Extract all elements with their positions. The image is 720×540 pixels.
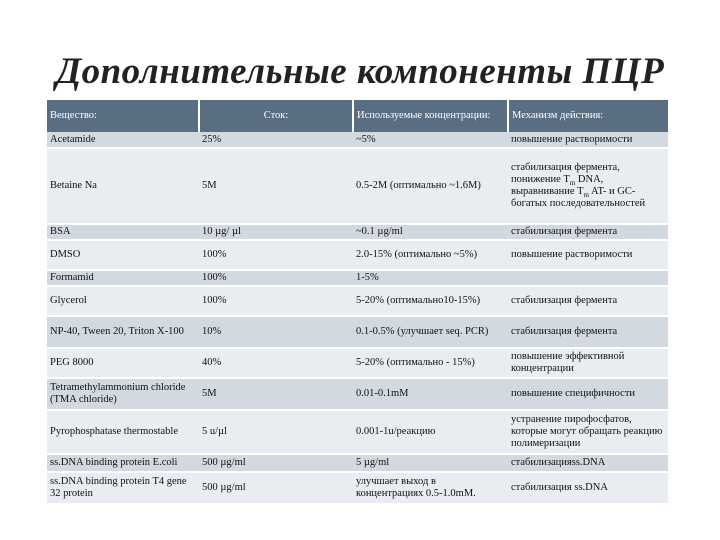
cell-conc: 5-20% (оптимально - 15%) <box>353 348 508 378</box>
cell-substance: Betaine Na <box>47 148 199 224</box>
cell-mechanism: повышение растворимости <box>508 240 668 270</box>
table-row <box>47 286 668 316</box>
cell-stock: 100% <box>199 240 353 270</box>
cell-substance: Tetramethylammonium chloride (TMA chloride) <box>47 378 199 410</box>
cell-mechanism: повышение растворимости <box>508 132 668 148</box>
cell-substance: Pyrophosphatase thermostable <box>47 410 199 454</box>
cell-conc: 0.1-0.5% (улучшает seq. PCR) <box>353 316 508 348</box>
cell-conc: 0.01-0.1mM <box>353 378 508 410</box>
table-row <box>47 224 668 240</box>
cell-conc: ~5% <box>353 132 508 148</box>
cell-substance: ss.DNA binding protein T4 gene 32 protein <box>47 472 199 504</box>
cell-stock: 10% <box>199 316 353 348</box>
cell-conc: ~0.1 µg/ml <box>353 224 508 240</box>
cell-mechanism: повышение специфичности <box>508 378 668 410</box>
cell-stock: 500 µg/ml <box>199 454 353 472</box>
cell-stock: 5M <box>199 378 353 410</box>
cell-mechanism: стабилизацияss.DNA <box>508 454 668 472</box>
cell-mechanism: стабилизация ss.DNA <box>508 472 668 504</box>
cell-stock: 100% <box>199 286 353 316</box>
cell-substance: Formamid <box>47 270 199 286</box>
table-row <box>47 240 668 270</box>
table-row <box>47 316 668 348</box>
cell-stock: 10 µg/ µl <box>199 224 353 240</box>
cell-substance: Glycerol <box>47 286 199 316</box>
components-table <box>47 100 668 505</box>
cell-stock: 5M <box>199 148 353 224</box>
cell-stock: 25% <box>199 132 353 148</box>
cell-stock: 40% <box>199 348 353 378</box>
table-row <box>47 454 668 472</box>
cell-substance: NP-40, Tween 20, Triton X-100 <box>47 316 199 348</box>
cell-substance: BSA <box>47 224 199 240</box>
header-concentrations: Используемые концентрации: <box>353 100 508 132</box>
header-mechanism: Механизм действия: <box>508 100 668 132</box>
cell-stock: 100% <box>199 270 353 286</box>
cell-conc: 5 µg/ml <box>353 454 508 472</box>
cell-conc: 1-5% <box>353 270 508 286</box>
cell-mechanism: стабилизация фермента <box>508 316 668 348</box>
cell-substance: Acetamide <box>47 132 199 148</box>
cell-substance: PEG 8000 <box>47 348 199 378</box>
cell-conc: 5-20% (оптимально10-15%) <box>353 286 508 316</box>
header-stock: Сток: <box>199 100 353 132</box>
cell-stock: 5 u/µl <box>199 410 353 454</box>
cell-mechanism: повышение эффективной концентрации <box>508 348 668 378</box>
header-substance: Вещество: <box>47 100 199 132</box>
slide-title: Дополнительные компоненты ПЦР <box>55 51 665 92</box>
cell-mechanism: стабилизация фермента <box>508 286 668 316</box>
cell-substance: DMSO <box>47 240 199 270</box>
table-row <box>47 132 668 148</box>
table-row <box>47 378 668 410</box>
cell-mechanism: стабилизация фермента, понижение $T_m$ DNA, выравнивание $T_m$ AT- и GC-богатых последовательностей <box>508 148 668 224</box>
cell-substance: ss.DNA binding protein E.coli <box>47 454 199 472</box>
table-row <box>47 270 668 286</box>
cell-conc: 0.001-1u/реакцию <box>353 410 508 454</box>
table-header-row <box>47 100 668 132</box>
table-row <box>47 148 668 224</box>
cell-conc: улучшает выход в концентрациях 0.5-1.0mM. <box>353 472 508 504</box>
cell-mechanism: стабилизация фермента <box>508 224 668 240</box>
table-row <box>47 348 668 378</box>
cell-stock: 500 µg/ml <box>199 472 353 504</box>
cell-mechanism <box>508 270 668 286</box>
cell-conc: 0.5-2M (оптимально ~1.6M) <box>353 148 508 224</box>
table-row <box>47 410 668 454</box>
cell-conc: 2.0-15% (оптимально ~5%) <box>353 240 508 270</box>
table-row <box>47 472 668 504</box>
cell-mechanism: устранение пирофосфатов, которые могут обращать реакцию полимеризации <box>508 410 668 454</box>
